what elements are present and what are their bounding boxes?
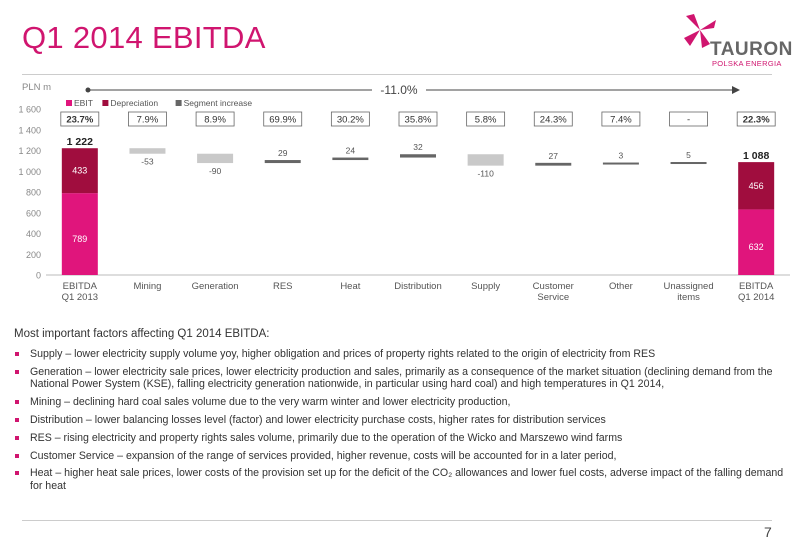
- category-label: [394, 281, 442, 292]
- category-label: [133, 281, 161, 292]
- total-value-label: 1 222: [66, 136, 93, 149]
- y-tick-label: 400: [25, 229, 41, 239]
- category-label-line: Service: [537, 292, 570, 303]
- category-label-line: Q1 2013: [61, 292, 99, 303]
- factors-heading: Most important factors affecting Q1 2014 EBITDA:: [14, 328, 270, 340]
- delta-value-label: -53: [141, 156, 154, 167]
- category-label: [663, 281, 713, 303]
- segment-delta-bar: [129, 148, 165, 153]
- segment-delta-bar: [400, 154, 436, 157]
- logo-subtitle: POLSKA ENERGIA: [712, 59, 782, 68]
- logo-wordmark: TAURON: [710, 39, 793, 60]
- segment-delta-bar: [535, 163, 571, 166]
- delta-value-label: 24: [345, 145, 356, 156]
- delta-value-label: -90: [208, 166, 222, 177]
- y-tick-label: 1 600: [18, 104, 41, 115]
- category-label: [738, 281, 774, 303]
- margin-label: 69.9%: [269, 114, 297, 126]
- margin-label: 7.4%: [610, 114, 632, 126]
- y-tick-label: 1 400: [18, 125, 41, 136]
- category-label-line: RES: [272, 281, 293, 292]
- y-tick-label: 200: [25, 249, 41, 260]
- margin-label: 7.9%: [136, 114, 159, 126]
- factor-item: RES – rising electricity and property rights sales volume, primarily due to the operation of the Wicko and Marszewo wind farms: [14, 432, 786, 445]
- category-label-line: Unassigned: [663, 281, 714, 292]
- delta-value-label: 5: [686, 150, 691, 161]
- segment-delta-bar: [332, 158, 368, 160]
- delta-value-label: 27: [548, 150, 559, 161]
- segment-delta-bar: [671, 162, 707, 164]
- margin-label: 24.3%: [539, 114, 567, 126]
- legend-swatch: [66, 100, 72, 106]
- category-label: [273, 281, 293, 292]
- change-arrow-head-icon: [732, 86, 740, 94]
- category-label-line: EBITDA: [739, 281, 774, 292]
- category-label-line: Heat: [340, 281, 361, 292]
- factor-item: Mining – declining hard coal sales volume due to the very warm winter and lower electricity production,: [14, 396, 786, 409]
- y-tick-label: 1 000: [18, 166, 41, 177]
- y-tick-label: 1 200: [18, 146, 41, 156]
- ebit-value-label: 789: [72, 234, 88, 245]
- legend-swatch: [176, 100, 182, 106]
- category-label-line: Mining: [133, 281, 162, 292]
- category-label: [62, 281, 98, 303]
- delta-value-label: 32: [413, 142, 423, 153]
- footer-divider: [22, 520, 772, 521]
- category-label: [533, 281, 574, 303]
- change-label: -11.0%: [380, 83, 418, 97]
- segment-delta-bar: [197, 154, 233, 163]
- page-number: 7: [764, 524, 772, 540]
- margin-label: 35.8%: [404, 114, 432, 126]
- page-title: Q1 2014 EBITDA: [22, 20, 266, 55]
- category-label-line: Q1 2014: [737, 292, 775, 303]
- category-label: [192, 281, 239, 292]
- factor-item: Customer Service – expansion of the range of services provided, higher revenue, costs will be accounted for in a later period,: [14, 450, 786, 463]
- margin-label: 8.9%: [204, 114, 226, 126]
- delta-value-label: 29: [277, 148, 288, 159]
- y-tick-label: 800: [25, 187, 41, 198]
- category-label-line: Other: [609, 281, 633, 292]
- category-label-line: Distribution: [394, 281, 442, 292]
- delta-value-label: 3: [618, 150, 624, 161]
- segment-delta-bar: [603, 163, 639, 165]
- ebit-value-label: 632: [748, 242, 764, 253]
- margin-label: 30.2%: [336, 114, 364, 126]
- legend-label: EBIT: [74, 98, 93, 108]
- margin-label: 23.7%: [66, 114, 94, 126]
- segment-delta-bar: [468, 154, 504, 165]
- category-label-line: Supply: [471, 281, 501, 292]
- factor-item: Distribution – lower balancing losses level (factor) and lower electricity purchase costs, higher rates for distribution services: [14, 414, 786, 427]
- legend-swatch: [102, 100, 108, 106]
- y-tick-label: 600: [25, 208, 41, 219]
- depreciation-value-label: 456: [748, 180, 764, 191]
- margin-label: 5.8%: [474, 114, 497, 126]
- category-label: [609, 281, 633, 292]
- legend-label: Depreciation: [110, 98, 159, 108]
- delta-value-label: -110: [477, 168, 494, 179]
- factors-list: [14, 348, 786, 498]
- factor-item: Heat – higher heat sale prices, lower costs of the provision set up for the deficit of the CO₂ allowances and lower fuel costs, adverse impact of the falling demand for heat: [14, 467, 786, 492]
- factor-item: Supply – lower electricity supply volume yoy, higher obligation and prices of property rights related to the origin of electricity from RES: [14, 348, 786, 361]
- category-label-line: Customer: [532, 281, 574, 292]
- category-label-line: Generation: [191, 281, 239, 292]
- total-value-label: 1 088: [743, 150, 770, 163]
- margin-label: -: [686, 114, 691, 126]
- category-label: [340, 281, 360, 292]
- margin-label: 22.3%: [742, 114, 770, 126]
- category-label: [471, 281, 500, 292]
- change-arrow-start-icon: [86, 88, 91, 93]
- y-tick-label: 0: [35, 270, 41, 281]
- category-label-line: EBITDA: [62, 281, 97, 292]
- unit-label: PLN m: [22, 82, 52, 93]
- segment-delta-bar: [265, 160, 301, 163]
- legend-label: Segment increase: [183, 98, 253, 108]
- depreciation-value-label: 433: [72, 165, 88, 176]
- factor-item: Generation – lower electricity sale prices, lower electricity production and sales, primarily as a consequence of the market situation (declining demand from the National Power System (KSE), falling electricity generation nationwide, in particular using hard coal) and high temperatures in Q1 2014,: [14, 366, 786, 391]
- category-label-line: items: [677, 292, 700, 303]
